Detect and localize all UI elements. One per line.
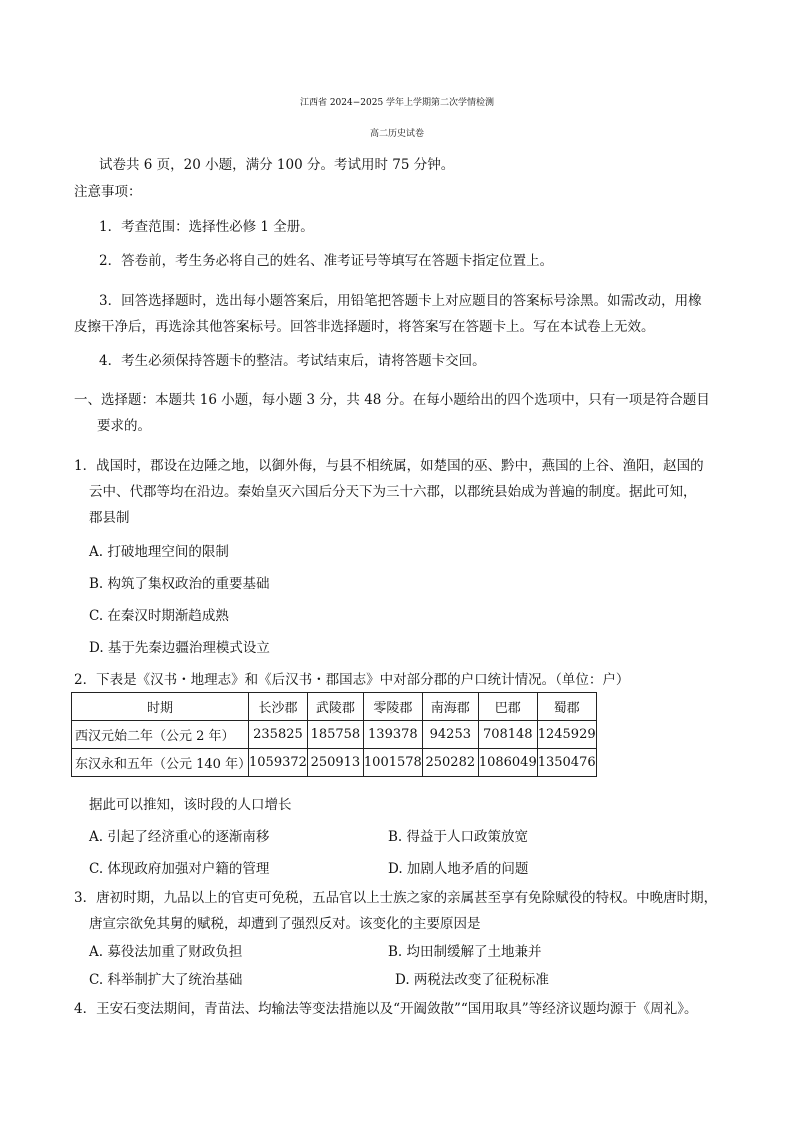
question-1-option-a: A. 打破地理空间的限制 bbox=[89, 544, 229, 560]
table-header: 蜀郡 bbox=[537, 693, 596, 721]
table-header: 零陵郡 bbox=[363, 693, 422, 721]
note-item: 皮擦干净后，再选涂其他答案标号。回答非选择题时，将答案写在答题卡上。写在本试卷上无效。 bbox=[74, 319, 655, 335]
table-header-row bbox=[72, 693, 597, 721]
question-4-stem: 4．王安石变法期间，青苗法、均输法等变法措施以及“开阖敛散”“国用取具”等经济议题均源于《周礼》。 bbox=[74, 1001, 698, 1017]
table-row bbox=[72, 749, 597, 777]
table-cell: 94253 bbox=[422, 721, 478, 749]
table-cell: 东汉永和五年（公元 140 年） bbox=[72, 749, 249, 777]
table-cell: 250282 bbox=[422, 749, 478, 777]
exam-intro: 试卷共 6 页，20 小题，满分 100 分。考试用时 75 分钟。 bbox=[99, 157, 455, 173]
notes-heading: 注意事项： bbox=[74, 184, 142, 200]
question-1-option-b: B. 构筑了集权政治的重要基础 bbox=[89, 576, 270, 592]
table-header: 巴郡 bbox=[478, 693, 537, 721]
section-heading-cont: 要求的。 bbox=[97, 418, 151, 434]
question-3-option-b: B. 均田制缓解了土地兼并 bbox=[388, 944, 542, 960]
table-cell: 139378 bbox=[363, 721, 422, 749]
note-item: 2．答卷前，考生务必将自己的姓名、准考证号等填写在答题卡指定位置上。 bbox=[99, 253, 554, 269]
question-1-option-d: D. 基于先秦边疆治理模式设立 bbox=[89, 640, 270, 656]
question-2-option-a: A. 引起了经济重心的逐渐南移 bbox=[89, 829, 270, 845]
section-heading: 一、选择题：本题共 16 小题，每小题 3 分，共 48 分。在每小题给出的四个选项中，只有一项是符合题目 bbox=[74, 392, 710, 408]
table-header: 长沙郡 bbox=[249, 693, 308, 721]
question-2-option-c: C. 体现政府加强对户籍的管理 bbox=[89, 861, 270, 877]
question-3-option-c: C. 科举制扩大了统治基础 bbox=[89, 972, 243, 988]
table-cell: 235825 bbox=[249, 721, 308, 749]
table-cell: 1059372 bbox=[249, 749, 308, 777]
table-header: 武陵郡 bbox=[307, 693, 363, 721]
question-3-option-d: D. 两税法改变了征税标准 bbox=[395, 972, 549, 988]
table-cell: 185758 bbox=[307, 721, 363, 749]
page-subtitle: 高二历史试卷 bbox=[369, 129, 424, 139]
table-row bbox=[72, 721, 597, 749]
question-2-lead: 据此可以推知，该时段的人口增长 bbox=[89, 797, 292, 813]
table-header: 南海郡 bbox=[422, 693, 478, 721]
table-cell: 1001578 bbox=[363, 749, 422, 777]
question-2-stem: 2．下表是《汉书・地理志》和《后汉书・郡国志》中对部分郡的户口统计情况。（单位：户） bbox=[74, 672, 630, 688]
question-1-stem: 云中、代郡等均在沿边。秦始皇灭六国后分天下为三十六郡，以郡统县始成为普遍的制度。据此可知， bbox=[89, 484, 697, 500]
table-header: 时期 bbox=[72, 693, 249, 721]
note-item: 1．考查范围：选择性必修 1 全册。 bbox=[99, 219, 314, 235]
note-item: 4．考生必须保持答题卡的整洁。考试结束后，请将答题卡交回。 bbox=[99, 353, 486, 369]
table-cell: 西汉元始二年（公元 2 年） bbox=[72, 721, 249, 749]
page-title: 江西省 2024−2025 学年上学期第二次学情检测 bbox=[299, 98, 495, 108]
table-cell: 1350476 bbox=[537, 749, 596, 777]
question-2-option-d: D. 加剧人地矛盾的问题 bbox=[388, 861, 529, 877]
table-cell: 250913 bbox=[307, 749, 363, 777]
table-cell: 1086049 bbox=[478, 749, 537, 777]
note-item: 3．回答选择题时，选出每小题答案后，用铅笔把答题卡上对应题目的答案标号涂黑。如需改动，用橡 bbox=[99, 293, 702, 309]
question-1-stem: 郡县制 bbox=[89, 510, 130, 526]
question-3-stem: 唐宣宗欲免其舅的赋税，却遭到了强烈反对。该变化的主要原因是 bbox=[89, 916, 481, 932]
question-1-option-c: C. 在秦汉时期渐趋成熟 bbox=[89, 608, 229, 624]
question-1-stem: 1．战国时，郡设在边陲之地，以御外侮，与县不相统属，如楚国的巫、黔中，燕国的上谷、渔阳，赵国的 bbox=[74, 458, 704, 474]
census-table bbox=[71, 692, 597, 777]
table-cell: 708148 bbox=[478, 721, 537, 749]
table-cell: 1245929 bbox=[537, 721, 596, 749]
question-2-option-b: B. 得益于人口政策放宽 bbox=[388, 829, 529, 845]
question-3-option-a: A. 募役法加重了财政负担 bbox=[89, 944, 243, 960]
question-3-stem: 3．唐初时期，九品以上的官吏可免税，五品官以上士族之家的亲属甚至享有免除赋役的特权。中晚唐时期， bbox=[74, 890, 718, 906]
